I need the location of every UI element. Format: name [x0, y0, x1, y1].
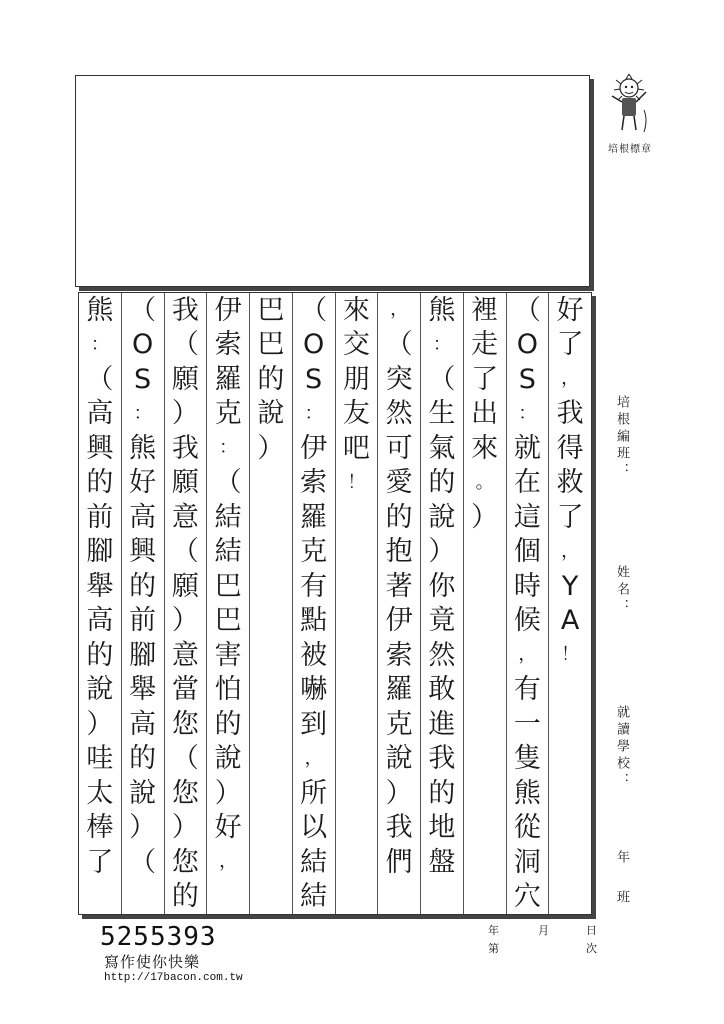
manuscript-cell: S	[305, 363, 323, 395]
manuscript-cell: 地	[428, 812, 456, 844]
website-url: http://17bacon.com.tw	[104, 972, 243, 984]
manuscript-cell: ：	[133, 402, 152, 424]
manuscript-cell: 的	[129, 743, 157, 775]
manuscript-cell: 說	[257, 398, 285, 430]
manuscript-cell: 好	[556, 294, 584, 326]
manuscript-cell	[336, 776, 378, 811]
manuscript-cell: 熊	[428, 294, 456, 326]
manuscript-cell: 從	[513, 812, 541, 844]
manuscript-cell	[336, 604, 378, 639]
manuscript-cell: 說	[428, 501, 456, 533]
manuscript-cell: 說	[129, 777, 157, 809]
manuscript-cell: 前	[129, 605, 157, 637]
logo-text: 培根標章	[608, 144, 652, 155]
manuscript-cell: 舉	[129, 674, 157, 706]
manuscript-cell	[207, 880, 249, 915]
manuscript-cell: 著	[385, 570, 413, 602]
manuscript-cell: 生	[428, 398, 456, 430]
manuscript-cell: ，	[518, 644, 537, 666]
manuscript-cell: 的	[385, 501, 413, 533]
manuscript-cell: 我	[171, 294, 199, 326]
manuscript-cell: O	[516, 329, 538, 361]
manuscript-cell: 克	[300, 536, 328, 568]
ordinal-label: 第	[488, 942, 499, 955]
manuscript-cell: 熊	[513, 777, 541, 809]
manuscript-cell	[549, 811, 591, 846]
manuscript-cell: 穴	[513, 881, 541, 913]
manuscript-cell	[122, 880, 164, 915]
name-label: 姓名：	[614, 565, 629, 616]
manuscript-cell: 時	[513, 570, 541, 602]
manuscript-cell: 來	[471, 432, 499, 464]
manuscript-cell	[464, 535, 506, 570]
manuscript-column	[164, 293, 207, 914]
manuscript-cell: 棒	[86, 812, 114, 844]
manuscript-cell	[250, 673, 292, 708]
manuscript-cell: 伊	[214, 294, 242, 326]
manuscript-cell: 我	[385, 812, 413, 844]
manuscript-cell: 交	[342, 329, 370, 361]
manuscript-cell	[336, 811, 378, 846]
times-label: 次	[586, 942, 597, 955]
manuscript-cell: 隻	[513, 743, 541, 775]
manuscript-cell: 高	[86, 605, 114, 637]
manuscript-column	[420, 293, 463, 914]
manuscript-cell: （	[171, 536, 199, 568]
manuscript-cell: 腳	[129, 639, 157, 671]
manuscript-cell	[336, 638, 378, 673]
manuscript-cell: 興	[129, 536, 157, 568]
manuscript-cell	[336, 569, 378, 604]
manuscript-cell: 高	[129, 501, 157, 533]
manuscript-cell: 有	[513, 674, 541, 706]
year-label: 年	[488, 924, 499, 937]
manuscript-cell: 友	[342, 398, 370, 430]
manuscript-cell: 羅	[214, 363, 242, 395]
manuscript-cell: （	[428, 363, 456, 395]
manuscript-grid	[78, 292, 592, 915]
month-label: 月	[538, 924, 549, 937]
manuscript-cell: 我	[556, 398, 584, 430]
manuscript-cell	[549, 845, 591, 880]
manuscript-cell: 們	[385, 846, 413, 878]
manuscript-cell: 伊	[300, 432, 328, 464]
manuscript-cell: 巴	[214, 605, 242, 637]
manuscript-cell	[464, 880, 506, 915]
manuscript-cell: 抱	[385, 536, 413, 568]
manuscript-column	[79, 293, 121, 914]
manuscript-cell: 克	[385, 708, 413, 740]
manuscript-cell	[336, 707, 378, 742]
manuscript-column	[249, 293, 292, 914]
manuscript-cell: 了	[556, 329, 584, 361]
manuscript-cell: 所	[300, 777, 328, 809]
manuscript-cell: ，	[561, 540, 580, 562]
manuscript-cell	[464, 604, 506, 639]
manuscript-cell: ，	[219, 851, 238, 873]
manuscript-cell: 進	[428, 708, 456, 740]
manuscript-cell: A	[560, 605, 580, 637]
manuscript-cell: 走	[471, 329, 499, 361]
manuscript-cell: 巴	[257, 329, 285, 361]
manuscript-cell	[464, 569, 506, 604]
manuscript-cell: 盤	[428, 846, 456, 878]
manuscript-cell	[549, 673, 591, 708]
manuscript-cell: 有	[300, 570, 328, 602]
manuscript-cell: 結	[300, 846, 328, 878]
manuscript-cell: 到	[300, 708, 328, 740]
manuscript-cell: ：	[219, 437, 238, 459]
class-suffix-label: 班	[614, 890, 629, 907]
manuscript-cell: 裡	[471, 294, 499, 326]
manuscript-cell: 的	[171, 881, 199, 913]
manuscript-cell: 以	[300, 812, 328, 844]
manuscript-cell: 這	[513, 501, 541, 533]
manuscript-cell: 伊	[385, 605, 413, 637]
manuscript-cell: 吧	[342, 432, 370, 464]
manuscript-cell: ，	[304, 747, 323, 769]
manuscript-cell: 候	[513, 605, 541, 637]
manuscript-cell: 的	[257, 363, 285, 395]
manuscript-cell: 結	[214, 501, 242, 533]
manuscript-cell: 意	[171, 501, 199, 533]
manuscript-cell	[464, 707, 506, 742]
manuscript-column	[377, 293, 420, 914]
manuscript-cell: 願	[171, 363, 199, 395]
manuscript-cell	[79, 880, 121, 915]
manuscript-column	[335, 293, 378, 914]
manuscript-cell: 竟	[428, 605, 456, 637]
manuscript-cell: 您	[171, 708, 199, 740]
manuscript-cell: （	[300, 294, 328, 326]
manuscript-cell: （	[214, 467, 242, 499]
manuscript-cell: 。	[475, 471, 494, 493]
manuscript-cell	[336, 742, 378, 777]
manuscript-cell	[421, 880, 463, 915]
manuscript-cell	[464, 673, 506, 708]
manuscript-cell: 的	[129, 570, 157, 602]
manuscript-cell: ：	[518, 402, 537, 424]
manuscript-cell	[250, 466, 292, 501]
manuscript-cell: 氣	[428, 432, 456, 464]
manuscript-cell: ！	[561, 644, 580, 666]
manuscript-cell: O	[302, 329, 325, 361]
manuscript-cell: 突	[385, 363, 413, 395]
manuscript-cell: 我	[428, 743, 456, 775]
manuscript-cell: ：	[90, 333, 109, 355]
manuscript-cell	[336, 500, 378, 535]
manuscript-cell: 了	[556, 501, 584, 533]
manuscript-cell	[250, 845, 292, 880]
manuscript-cell: 熊	[86, 294, 114, 326]
manuscript-column	[463, 293, 506, 914]
manuscript-column	[206, 293, 249, 914]
manuscript-cell: ）	[171, 605, 199, 637]
manuscript-cell: 前	[86, 501, 114, 533]
manuscript-cell	[464, 811, 506, 846]
manuscript-cell: 舉	[86, 570, 114, 602]
manuscript-cell	[549, 880, 591, 915]
manuscript-cell: 索	[385, 639, 413, 671]
manuscript-cell: 可	[385, 432, 413, 464]
manuscript-cell: S	[134, 363, 152, 395]
manuscript-cell	[250, 604, 292, 639]
manuscript-cell: 個	[513, 536, 541, 568]
manuscript-cell	[336, 535, 378, 570]
manuscript-cell: 一	[513, 708, 541, 740]
manuscript-cell	[336, 845, 378, 880]
sunflower-cartoon-icon	[604, 70, 654, 140]
manuscript-cell: 羅	[385, 674, 413, 706]
manuscript-cell: 了	[471, 363, 499, 395]
manuscript-cell: 哇	[86, 743, 114, 775]
manuscript-cell: 巴	[214, 570, 242, 602]
manuscript-cell: （	[171, 329, 199, 361]
manuscript-cell: 說	[385, 743, 413, 775]
manuscript-cell: 我	[171, 432, 199, 464]
manuscript-cell: 在	[513, 467, 541, 499]
manuscript-cell	[464, 638, 506, 673]
teacher-comment-box	[75, 75, 590, 287]
manuscript-cell: 出	[471, 398, 499, 430]
manuscript-column	[548, 293, 591, 914]
manuscript-cell: 說	[86, 674, 114, 706]
manuscript-cell: ：	[304, 402, 323, 424]
manuscript-cell: O	[131, 329, 154, 361]
manuscript-cell: 願	[171, 467, 199, 499]
manuscript-cell: 怕	[214, 674, 242, 706]
manuscript-cell: ）	[214, 777, 242, 809]
manuscript-cell: ）	[129, 812, 157, 844]
manuscript-cell: ）	[428, 536, 456, 568]
manuscript-cell: 敢	[428, 674, 456, 706]
manuscript-cell: （	[129, 846, 157, 878]
manuscript-cell: 然	[385, 398, 413, 430]
manuscript-cell: ，	[561, 368, 580, 390]
manuscript-cell	[336, 673, 378, 708]
manuscript-cell: （	[86, 363, 114, 395]
manuscript-cell: S	[518, 363, 536, 395]
manuscript-column	[506, 293, 549, 914]
manuscript-cell: ！	[347, 471, 366, 493]
manuscript-cell	[378, 880, 420, 915]
manuscript-cell: 您	[171, 846, 199, 878]
manuscript-cell: 害	[214, 639, 242, 671]
manuscript-cell: 的	[428, 777, 456, 809]
manuscript-cell: 了	[86, 846, 114, 878]
manuscript-cell: ）	[171, 812, 199, 844]
manuscript-cell: 來	[342, 294, 370, 326]
manuscript-cell: 救	[556, 467, 584, 499]
manuscript-cell: ）	[257, 432, 285, 464]
manuscript-cell	[250, 535, 292, 570]
manuscript-cell: 就	[513, 432, 541, 464]
grade-label: 年	[614, 850, 629, 867]
manuscript-cell	[250, 569, 292, 604]
manuscript-cell: 熊	[129, 432, 157, 464]
manuscript-cell: ）	[385, 777, 413, 809]
manuscript-column	[121, 293, 164, 914]
manuscript-cell	[250, 742, 292, 777]
manuscript-cell: 結	[300, 881, 328, 913]
manuscript-cell: 你	[428, 570, 456, 602]
manuscript-cell: 的	[86, 639, 114, 671]
manuscript-cell	[464, 845, 506, 880]
manuscript-cell: ）	[86, 708, 114, 740]
stamp-number: 5255393	[100, 922, 217, 952]
manuscript-cell	[250, 811, 292, 846]
manuscript-cell: ）	[471, 501, 499, 533]
manuscript-cell: 克	[214, 398, 242, 430]
manuscript-cell: （	[171, 743, 199, 775]
manuscript-cell: 當	[171, 674, 199, 706]
school-label: 就讀學校：	[614, 705, 629, 790]
manuscript-cell: 興	[86, 432, 114, 464]
manuscript-cell: ，	[390, 299, 409, 321]
manuscript-cell: ）	[171, 398, 199, 430]
manuscript-cell: 願	[171, 570, 199, 602]
manuscript-cell: 的	[86, 467, 114, 499]
manuscript-cell: 然	[428, 639, 456, 671]
manuscript-cell: 索	[300, 467, 328, 499]
manuscript-cell: 高	[129, 708, 157, 740]
manuscript-cell: ：	[432, 333, 451, 355]
manuscript-cell: （	[385, 329, 413, 361]
manuscript-cell: 的	[214, 708, 242, 740]
manuscript-cell	[549, 776, 591, 811]
manuscript-cell: （	[513, 294, 541, 326]
manuscript-cell	[250, 500, 292, 535]
manuscript-cell	[250, 707, 292, 742]
manuscript-cell: 好	[129, 467, 157, 499]
manuscript-cell	[250, 638, 292, 673]
manuscript-cell: 得	[556, 432, 584, 464]
manuscript-cell: 意	[171, 639, 199, 671]
manuscript-cell: Y	[561, 570, 579, 602]
class-label: 培根編班：	[614, 395, 629, 480]
manuscript-cell: 洞	[513, 846, 541, 878]
manuscript-cell	[250, 776, 292, 811]
manuscript-cell: 巴	[257, 294, 285, 326]
manuscript-cell: 太	[86, 777, 114, 809]
manuscript-cell: 被	[300, 639, 328, 671]
manuscript-cell: 羅	[300, 501, 328, 533]
manuscript-cell: 索	[214, 329, 242, 361]
manuscript-cell	[549, 742, 591, 777]
manuscript-cell: 您	[171, 777, 199, 809]
manuscript-cell	[464, 776, 506, 811]
manuscript-cell: 朋	[342, 363, 370, 395]
manuscript-cell: （	[129, 294, 157, 326]
manuscript-cell	[250, 880, 292, 915]
slogan: 寫作使你快樂	[104, 953, 201, 971]
manuscript-cell	[336, 880, 378, 915]
manuscript-cell: 好	[214, 812, 242, 844]
manuscript-cell: 的	[428, 467, 456, 499]
manuscript-cell: 點	[300, 605, 328, 637]
manuscript-cell	[549, 707, 591, 742]
manuscript-cell: 結	[214, 536, 242, 568]
day-label: 日	[586, 924, 597, 937]
manuscript-cell: 高	[86, 398, 114, 430]
manuscript-cell	[464, 742, 506, 777]
manuscript-cell: 愛	[385, 467, 413, 499]
manuscript-cell: 腳	[86, 536, 114, 568]
manuscript-cell: 嚇	[300, 674, 328, 706]
manuscript-column	[292, 293, 335, 914]
manuscript-cell: 說	[214, 743, 242, 775]
